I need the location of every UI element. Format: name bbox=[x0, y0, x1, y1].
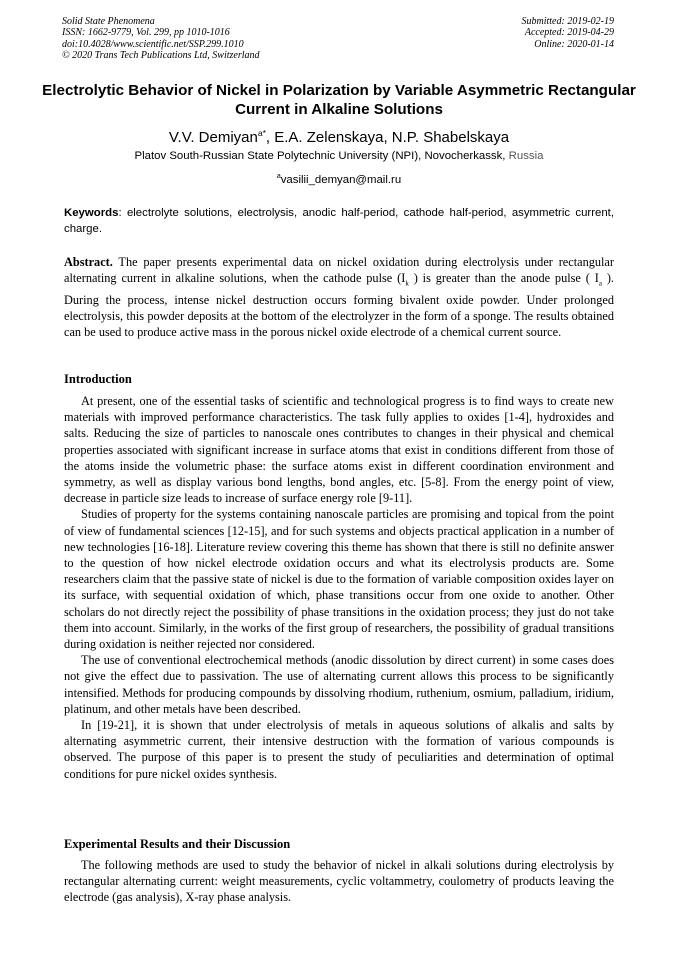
author-name: V.V. Demiyan bbox=[168, 129, 258, 146]
abstract-text-1: The paper presents experimental data on nickel oxidation during electrolysis under rectangular alternating current in alkaline solutions, when the cathode pulse (I bbox=[64, 255, 614, 286]
affiliation bbox=[0, 149, 678, 164]
keywords-label: Keywords bbox=[64, 207, 119, 219]
abstract-text-3: ). During the process, intense nickel destruction occurs forming bivalent oxide powder. Under prolonged electrolysis, this powder deposits at the bottom of the electrolyzer in the form of a sponge. The results obtained can be used to produce active mass in the porous nickel oxide electrode of a chemical current source. bbox=[64, 271, 614, 340]
email-address[interactable]: vasilii_demyan@mail.ru bbox=[280, 173, 402, 186]
publication-dates bbox=[522, 16, 615, 50]
author-affil-mark: a* bbox=[257, 128, 266, 138]
paragraph: At present, one of the essential tasks of scientific and technological progress is to find ways to create new materials with improved performance characteristics. The task fully applies to oxides [1-4], hydroxides and salts. Reducing the size of particles to nanoscale ones contributes to changes in their physical and chemical properties associated with significant increase in surface atoms that exist in conditions different from those of the atoms inside the volumetric phase: the surface atoms exist in different coordination environment and symmetry, as well as display various bond lengths, bond angles, etc. [5-8]. From the energy point of view, decrease in particle size leads to increase of surface energy role [9-11]. bbox=[64, 394, 614, 506]
issn-line: ISSN: 1662-9779, Vol. 299, pp 1010-1016 bbox=[62, 27, 230, 39]
submitted-date: Submitted: 2019-02-19 bbox=[521, 16, 614, 27]
journal-info bbox=[62, 16, 260, 62]
copyright-line: © 2020 Trans Tech Publications Ltd, Switzerland bbox=[62, 50, 260, 62]
affiliation-org: Platov South-Russian State Polytechnic University (NPI), Novocherkassk, bbox=[134, 150, 506, 162]
keywords bbox=[64, 205, 614, 237]
introduction-body bbox=[64, 393, 614, 782]
paragraph: Studies of property for the systems containing nanoscale particles are promising and topical from the point of view of fundamental sciences [12-15], and for such systems and objects practical application in a number of new technologies [16-18]. Literature review covering this theme has shown that there is still no definite answer to the question of how nickel electrode oxidation occurs and what its electrolysis products are. Some researchers claim that the passive state of nickel is due to the formation of variable composition oxides layer on its surface, with sequential oxidation of which, phase transitions occur from one oxide to another. Other scholars do not directly reject the possibility of phase transitions in the oxidation process; they just do not take them into account. Similarly, in the works of the first group of researchers, the possibility of gradual transitions during oxidation is neither rejected nor considered. bbox=[64, 507, 614, 652]
keywords-text: : electrolyte solutions, electrolysis, anodic half-period, cathode half-period, asymmetric current, charge. bbox=[64, 207, 614, 235]
doi-line[interactable]: doi:10.4028/www.scientific.net/SSP.299.1010 bbox=[62, 38, 244, 50]
contact-email bbox=[0, 169, 678, 188]
section-heading-introduction: Introduction bbox=[64, 372, 132, 386]
paragraph: The following methods are used to study the behavior of nickel in alkali solutions during electrolysis by rectangular alternating current: weight measurements, cyclic voltammetry, coulometry of products leaving the electrode (gas analysis), X-ray phase analysis. bbox=[64, 858, 614, 905]
accepted-date: Accepted: 2019-04-29 bbox=[524, 27, 614, 39]
anode-subscript: a bbox=[598, 279, 602, 288]
abstract-text-2: ) is greater than the anode pulse ( I bbox=[408, 271, 599, 286]
experimental-body bbox=[64, 857, 614, 906]
coauthor-names: , E.A. Zelenskaya, N.P. Shabelskaya bbox=[265, 129, 510, 146]
section-heading-experimental: Experimental Results and their Discussion bbox=[64, 837, 291, 851]
affiliation-country: Russia bbox=[508, 150, 544, 162]
cathode-subscript: k bbox=[405, 279, 409, 288]
abstract-label: Abstract. bbox=[64, 255, 113, 269]
paragraph: The use of conventional electrochemical methods (anodic dissolution by direct current) in some cases does not give the effect due to passivation. The use of alternating current allows this process to be significantly intensified. Methods for producing compounds by dissolving rhodium, ruthenium, osmium, palladium, iridium, platinum, and other metals have been described. bbox=[64, 653, 614, 716]
author-list bbox=[0, 124, 678, 147]
abstract bbox=[64, 254, 614, 340]
paragraph: In [19-21], it is shown that under electrolysis of metals in aqueous solutions of alkalis and salts by alternating asymmetric current, their intensive destruction with the formation of various compounds is observed. The purpose of this paper is to present the study of peculiarities and determination of optimal conditions for pure nickel oxides synthesis. bbox=[64, 718, 614, 781]
journal-name: Solid State Phenomena bbox=[62, 16, 155, 27]
email-mark: a bbox=[276, 173, 281, 180]
paper-title: Electrolytic Behavior of Nickel in Polarization by Variable Asymmetric Rectangular Current in Alkaline Solutions bbox=[42, 82, 636, 118]
online-date: Online: 2020-01-14 bbox=[534, 38, 614, 50]
